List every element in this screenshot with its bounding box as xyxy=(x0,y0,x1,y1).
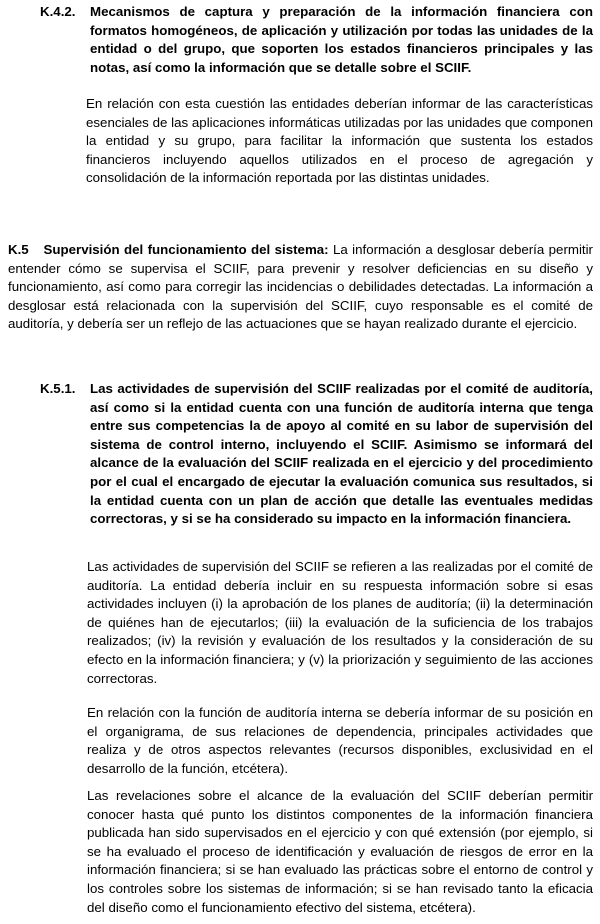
paragraph-k51-1: Las actividades de supervisión del SCIIF se refieren a las realizadas por el comité de auditoría. La entidad debería incluir en su respuesta información sobre si esas actividades incluyen (i) la aprobación de los planes de auditoría; (ii) la determinación de quiénes han de ejecutarlos; (iii) la evaluación de la suficiencia de los trabajos realizados; (iv) la revisión y evaluación de los resultados y la consideración de su efecto en la información financiera; y (v) la priorización y seguimiento de las acciones correctoras. xyxy=(87,559,593,686)
paragraph-k42: En relación con esta cuestión las entidades deberían informar de las características esenciales de las aplicaciones informáticas utilizadas por las unidades que componen la entidad y su grupo, para facilitar la información que sustenta los estados financieros incluyendo aquellos utilizados en el proceso de agregación y consolidación de la información reportada por las distintas unidades. xyxy=(86,96,593,186)
paragraph-k51-2: En relación con la función de auditoría interna se debería informar de su posición en el organigrama, de sus relaciones de dependencia, principales actividades que realiza y de otros aspectos relevantes (recursos disponibles, exclusividad en el desarrollo de la función, etcétera). xyxy=(87,705,593,776)
section-heading-k51: Las actividades de supervisión del SCIIF realizadas por el comité de auditoría, así como si la entidad cuenta con una función de auditoría interna que tenga entre sus competencias la de apoyo al comité en su labor de supervisión del sistema de control interno, incluyendo el SCIIF. Asimismo se informará del alcance de la evaluación del SCIIF realizada en el ejercicio y del procedimiento por el cual el encargado de ejecutar la evaluación comunica sus resultados, si la entidad cuenta con un plan de acción que detalle las eventuales medidas correctoras, y si se ha considerado su impacto en la información financiera. xyxy=(90,381,593,527)
section-heading-k5: Supervisión del funcionamiento del sistema: xyxy=(43,242,329,257)
section-k5 xyxy=(8,241,593,334)
section-text-k5: La información a desglosar debería permitir entender cómo se supervisa el SCIIF, para prevenir y resolver deficiencias en su diseño y funcionamiento, así como para corregir las incidencias o debilidades detectadas. La información a desglosar está relacionada con la supervisión del SCIIF, cuyo responsable es el comité de auditoría, y debería ser un reflejo de las actuaciones que se hayan realizado durante el ejercicio. xyxy=(8,242,593,332)
section-number-k42: K.4.2. xyxy=(40,4,76,19)
paragraph-k51-3: Las revelaciones sobre el alcance de la evaluación del SCIIF deberían permitir conocer hasta qué punto los distintos componentes de la información financiera publicada han sido supervisados en el ejercicio y con qué extensión (por ejemplo, si se ha evaluado el proceso de identificación y evaluación de riesgos de error en la información financiera; si se han evaluado las prácticas sobre el entorno de control y los controles sobre los sistemas de información; si se han revisado tanto la eficacia del diseño como el funcionamiento efectivo del sistema, etcétera). xyxy=(87,788,593,915)
section-number-k5: K.5 xyxy=(8,242,29,257)
section-number-k51: K.5.1. xyxy=(40,381,76,396)
section-heading-k42: Mecanismos de captura y preparación de la información financiera con formatos homogéneos, de aplicación y utilización por todas las unidades de la entidad o del grupo, que soporten los estados financieros principales y las notas, así como la información que se detalle sobre el SCIIF. xyxy=(90,4,593,75)
